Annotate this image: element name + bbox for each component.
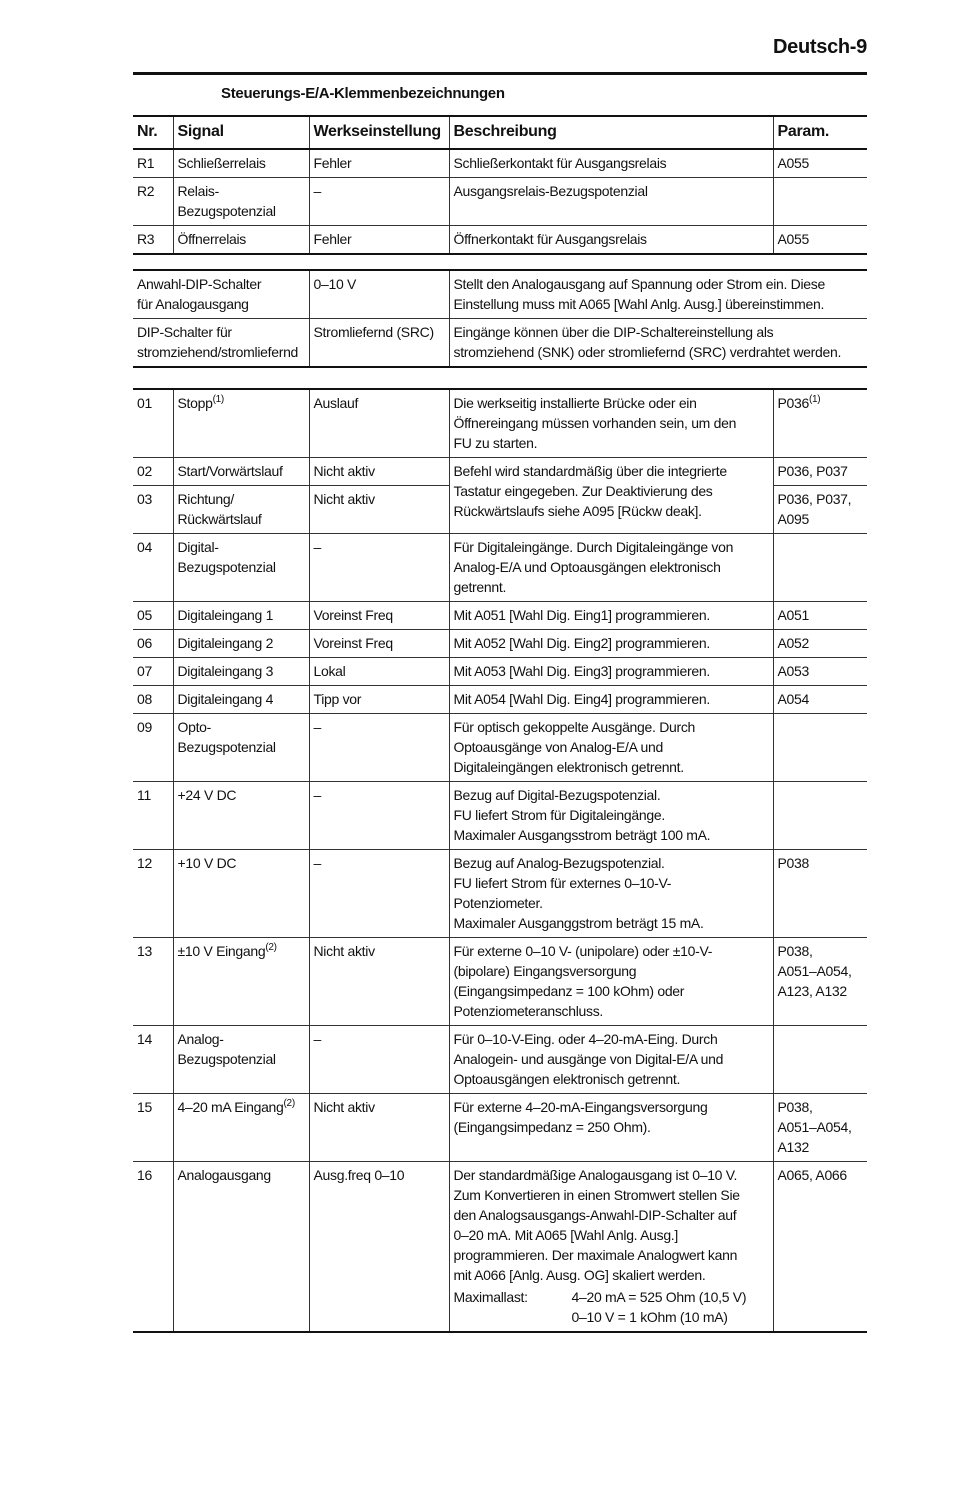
param-line: A053 [777, 663, 809, 679]
cell-signal [173, 1094, 309, 1162]
cell-nr: 07 [133, 658, 173, 686]
signal-line: Analogausgang [177, 1167, 271, 1183]
table-row [133, 534, 867, 602]
relay-table [133, 115, 867, 255]
cell-param [773, 178, 867, 226]
column-header-nr: Nr. [133, 116, 173, 149]
column-header-signal: Signal [173, 116, 309, 149]
cell-nr: R1 [133, 149, 173, 178]
param-line: A132 [777, 1139, 809, 1155]
cell-signal [173, 389, 309, 458]
description-line: Potenziometeranschluss. [453, 1003, 604, 1019]
description-line: (Eingangsimpedanz = 250 Ohm). [453, 1119, 651, 1135]
table-row [133, 782, 867, 850]
dip-switch-table [133, 269, 867, 368]
switch-name-line: DIP-Schalter für [137, 324, 232, 340]
description-line: Für Digitaleingänge. Durch Digitaleingänge von [453, 539, 734, 555]
cell-signal [173, 226, 309, 255]
cell-default: Tipp vor [309, 686, 449, 714]
description-line: Bezug auf Digital-Bezugspotenzial. [453, 787, 661, 803]
cell-default: – [309, 782, 449, 850]
table-row [133, 1162, 867, 1333]
table-row [133, 630, 867, 658]
cell-signal [173, 782, 309, 850]
description-line: Für externe 4–20-mA-Eingangsversorgung [453, 1099, 708, 1115]
description-line: FU zu starten. [453, 435, 538, 451]
cell-signal [173, 714, 309, 782]
cell-signal [173, 850, 309, 938]
cell-param [773, 658, 867, 686]
cell-signal [173, 534, 309, 602]
description-line: Maximaler Ausganggstrom beträgt 15 mA. [453, 915, 704, 931]
cell-signal [173, 1162, 309, 1333]
param-line: P038, [777, 943, 813, 959]
signal-line: Rückwärtslauf [177, 511, 262, 527]
description-line: Analogein- und ausgänge von Digital-E/A und [453, 1051, 724, 1067]
description-line: Öffnerkontakt für Ausgangsrelais [453, 231, 647, 247]
param-line: A051–A054, [777, 1119, 852, 1135]
param-line: A065, A066 [777, 1167, 847, 1183]
cell-param [773, 486, 867, 534]
param-line: A123, A132 [777, 983, 847, 999]
cell-description [449, 714, 773, 782]
cell-param [773, 534, 867, 602]
description-line: Maximaler Ausgangsstrom beträgt 100 mA. [453, 827, 711, 843]
signal-line: Bezugspotenzial [177, 1051, 276, 1067]
cell-nr: R2 [133, 178, 173, 226]
max-load-label: Maximallast: [453, 1289, 528, 1305]
cell-default: Nicht aktiv [309, 1094, 449, 1162]
cell-nr: 06 [133, 630, 173, 658]
signal-line: Bezugspotenzial [177, 739, 276, 755]
cell-default: Nicht aktiv [309, 486, 449, 534]
table-row [133, 714, 867, 782]
cell-switch-name [133, 270, 309, 319]
param-line: P036, P037, [777, 491, 852, 507]
footnote-ref: (1) [809, 394, 821, 405]
cell-description [449, 938, 773, 1026]
footnote-ref: (2) [265, 942, 277, 953]
param-line: A051 [777, 607, 809, 623]
cell-nr: 14 [133, 1026, 173, 1094]
column-header-row [133, 116, 867, 149]
description-line: Stellt den Analogausgang auf Spannung oder Strom ein. Diese [453, 276, 825, 292]
cell-default: Voreinst Freq [309, 602, 449, 630]
description-line: Für optisch gekoppelte Ausgänge. Durch [453, 719, 696, 735]
description-line: Optoausgängen elektronisch getrennt. [453, 1071, 681, 1087]
cell-nr: R3 [133, 226, 173, 255]
cell-description [449, 850, 773, 938]
cell-description [449, 630, 773, 658]
description-line: Für externe 0–10 V- (unipolare) oder ±10-V- [453, 943, 713, 959]
cell-signal [173, 658, 309, 686]
param-line: P038 [777, 855, 809, 871]
description-line: Einstellung muss mit A065 [Wahl Anlg. Ausg.] übereinstimmen. [453, 296, 825, 312]
cell-param [773, 458, 867, 486]
cell-signal [173, 630, 309, 658]
footnote-ref: (1) [212, 394, 224, 405]
cell-default: – [309, 714, 449, 782]
cell-param [773, 850, 867, 938]
column-header-default: Werkseinstellung [309, 116, 449, 149]
description-line: Potenziometer. [453, 895, 543, 911]
header-rule [133, 72, 867, 75]
table-row [133, 1026, 867, 1094]
cell-param [773, 938, 867, 1026]
cell-default: 0–10 V [309, 270, 449, 319]
description-line: Eingänge können über die DIP-Schaltereinstellung als [453, 324, 774, 340]
signal-line: Stopp$^{(1)}$ [177, 394, 224, 411]
description-line: Der standardmäßige Analogausgang ist 0–10 V. [453, 1167, 738, 1183]
cell-signal [173, 458, 309, 486]
table-row [133, 389, 867, 458]
cell-description [449, 389, 773, 458]
cell-param [773, 714, 867, 782]
signal-line: Analog- [177, 1031, 224, 1047]
switch-name-line: Anwahl-DIP-Schalter [137, 276, 262, 292]
cell-nr: 05 [133, 602, 173, 630]
cell-description [449, 458, 773, 534]
cell-description [449, 602, 773, 630]
cell-default: Voreinst Freq [309, 630, 449, 658]
description-line: Mit A051 [Wahl Dig. Eing1] programmieren. [453, 607, 710, 623]
description-line: Rückwärtslaufs siehe A095 [Rückw deak]. [453, 503, 702, 519]
param-line: P038, [777, 1099, 813, 1115]
cell-nr: 08 [133, 686, 173, 714]
cell-description [449, 270, 867, 319]
cell-description [449, 1094, 773, 1162]
description-line: getrennt. [453, 579, 507, 595]
description-line: mit A066 [Anlg. Ausg. OG] skaliert werden. [453, 1267, 706, 1283]
cell-default: – [309, 850, 449, 938]
cell-nr: 13 [133, 938, 173, 1026]
cell-param [773, 1026, 867, 1094]
table-row [133, 178, 867, 226]
table-row [133, 658, 867, 686]
description-line: den Analogsausgangs-Anwahl-DIP-Schalter auf [453, 1207, 737, 1223]
cell-signal [173, 686, 309, 714]
signal-line: Digitaleingang 2 [177, 635, 274, 651]
table-row [133, 226, 867, 255]
cell-nr: 02 [133, 458, 173, 486]
cell-default: Lokal [309, 658, 449, 686]
signal-line: Bezugspotenzial [177, 203, 276, 219]
cell-param [773, 1162, 867, 1333]
description-line: Mit A052 [Wahl Dig. Eing2] programmieren. [453, 635, 710, 651]
cell-description [449, 658, 773, 686]
description-line: Ausgangsrelais-Bezugspotenzial [453, 183, 648, 199]
description-line: Tastatur eingegeben. Zur Deaktivierung des [453, 483, 713, 499]
cell-default: Ausg.freq 0–10 [309, 1162, 449, 1333]
table-row [133, 1094, 867, 1162]
terminal-table [133, 388, 867, 1333]
cell-description [449, 686, 773, 714]
page-label: Deutsch-9 [773, 36, 867, 58]
param-line: P036$^{(1)}$ [777, 394, 821, 411]
cell-description [449, 1026, 773, 1094]
param-line: A054 [777, 691, 809, 707]
cell-param [773, 630, 867, 658]
cell-signal [173, 178, 309, 226]
param-line: A055 [777, 231, 809, 247]
table-title: Steuerungs-E/A-Klemmenbezeichnungen [221, 85, 505, 102]
cell-param [773, 226, 867, 255]
cell-param [773, 782, 867, 850]
max-load-value: 0–10 V = 1 kOhm (10 mA) [571, 1309, 728, 1325]
description-line: Befehl wird standardmäßig über die integrierte [453, 463, 727, 479]
table-row [133, 319, 867, 368]
signal-line: ±10 V Eingang$^{(2)}$ [177, 942, 277, 959]
column-header-description: Beschreibung [449, 116, 773, 149]
param-line: A051–A054, [777, 963, 852, 979]
cell-signal [173, 149, 309, 178]
signal-line: Öffnerrelais [177, 231, 247, 247]
signal-line: +24 V DC [177, 787, 237, 803]
param-line: A052 [777, 635, 809, 651]
description-line: Die werkseitig installierte Brücke oder ein [453, 395, 697, 411]
description-line: (Eingangsimpedanz = 100 kOhm) oder [453, 983, 685, 999]
cell-default: Nicht aktiv [309, 938, 449, 1026]
cell-default: – [309, 534, 449, 602]
footnote-ref: (2) [283, 1098, 295, 1109]
cell-nr: 01 [133, 389, 173, 458]
table-row [133, 270, 867, 319]
signal-line: Bezugspotenzial [177, 559, 276, 575]
cell-default: Nicht aktiv [309, 458, 449, 486]
table-row [133, 458, 867, 486]
switch-name-line: für Analogausgang [137, 296, 249, 312]
cell-description [449, 534, 773, 602]
description-line: Analog-E/A und Optoausgängen elektronisch [453, 559, 721, 575]
cell-description [449, 226, 773, 255]
signal-line: Richtung/ [177, 491, 234, 507]
column-header-param: Param. [773, 116, 867, 149]
cell-signal [173, 486, 309, 534]
cell-description [449, 178, 773, 226]
param-line: A055 [777, 155, 809, 171]
cell-default: Fehler [309, 226, 449, 255]
table-row [133, 686, 867, 714]
cell-nr: 03 [133, 486, 173, 534]
cell-default: – [309, 1026, 449, 1094]
description-line: (bipolare) Eingangsversorgung [453, 963, 637, 979]
max-load-spacer [454, 1307, 572, 1327]
signal-line: Digitaleingang 4 [177, 691, 274, 707]
cell-param [773, 1094, 867, 1162]
signal-line: Relais- [177, 183, 219, 199]
description-line: 0–20 mA. Mit A065 [Wahl Anlg. Ausg.] [453, 1227, 678, 1243]
signal-line: +10 V DC [177, 855, 237, 871]
description-line: FU liefert Strom für Digitaleingänge. [453, 807, 665, 823]
description-line: Zum Konvertieren in einen Stromwert stellen Sie [453, 1187, 740, 1203]
cell-description [449, 782, 773, 850]
description-line: Mit A054 [Wahl Dig. Eing4] programmieren. [453, 691, 710, 707]
description-line: Bezug auf Analog-Bezugspotenzial. [453, 855, 665, 871]
max-load [454, 1287, 769, 1327]
signal-line: Digital- [177, 539, 219, 555]
description-line: FU liefert Strom für externes 0–10-V- [453, 875, 672, 891]
param-line: A095 [777, 511, 809, 527]
cell-signal [173, 1026, 309, 1094]
table-row [133, 602, 867, 630]
description-line: programmieren. Der maximale Analogwert kann [453, 1247, 738, 1263]
cell-signal [173, 602, 309, 630]
signal-line: Start/Vorwärtslauf [177, 463, 283, 479]
cell-default: Auslauf [309, 389, 449, 458]
cell-param [773, 389, 867, 458]
cell-default: Stromliefernd (SRC) [309, 319, 449, 368]
cell-nr: 12 [133, 850, 173, 938]
description-line: stromziehend (SNK) oder stromliefernd (SRC) verdrahtet werden. [453, 344, 842, 360]
description-line: Optoausgänge von Analog-E/A und [453, 739, 663, 755]
description-line: Digitaleingängen elektronisch getrennt. [453, 759, 684, 775]
signal-line: Digitaleingang 1 [177, 607, 274, 623]
description-line: Öffnereingang müssen vorhanden sein, um den [453, 415, 737, 431]
cell-param [773, 149, 867, 178]
cell-description [449, 1162, 773, 1333]
description-line: Mit A053 [Wahl Dig. Eing3] programmieren. [453, 663, 710, 679]
cell-nr: 16 [133, 1162, 173, 1333]
description-line: Schließerkontakt für Ausgangsrelais [453, 155, 667, 171]
signal-line: Opto- [177, 719, 212, 735]
cell-default: – [309, 178, 449, 226]
description-line: Für 0–10-V-Eing. oder 4–20-mA-Eing. Durch [453, 1031, 718, 1047]
cell-nr: 09 [133, 714, 173, 782]
signal-line: Digitaleingang 3 [177, 663, 274, 679]
cell-param [773, 602, 867, 630]
cell-signal [173, 938, 309, 1026]
table-row [133, 149, 867, 178]
cell-param [773, 686, 867, 714]
cell-nr: 11 [133, 782, 173, 850]
cell-default: Fehler [309, 149, 449, 178]
cell-description [449, 319, 867, 368]
signal-line: Schließerrelais [177, 155, 266, 171]
param-line: P036, P037 [777, 463, 848, 479]
cell-nr: 04 [133, 534, 173, 602]
table-row [133, 850, 867, 938]
signal-line: 4–20 mA Eingang$^{(2)}$ [177, 1098, 295, 1115]
cell-nr: 15 [133, 1094, 173, 1162]
cell-switch-name [133, 319, 309, 368]
max-load-value: 4–20 mA = 525 Ohm (10,5 V) [571, 1289, 747, 1305]
switch-name-line: stromziehend/stromliefernd [137, 344, 299, 360]
table-row [133, 938, 867, 1026]
cell-description [449, 149, 773, 178]
